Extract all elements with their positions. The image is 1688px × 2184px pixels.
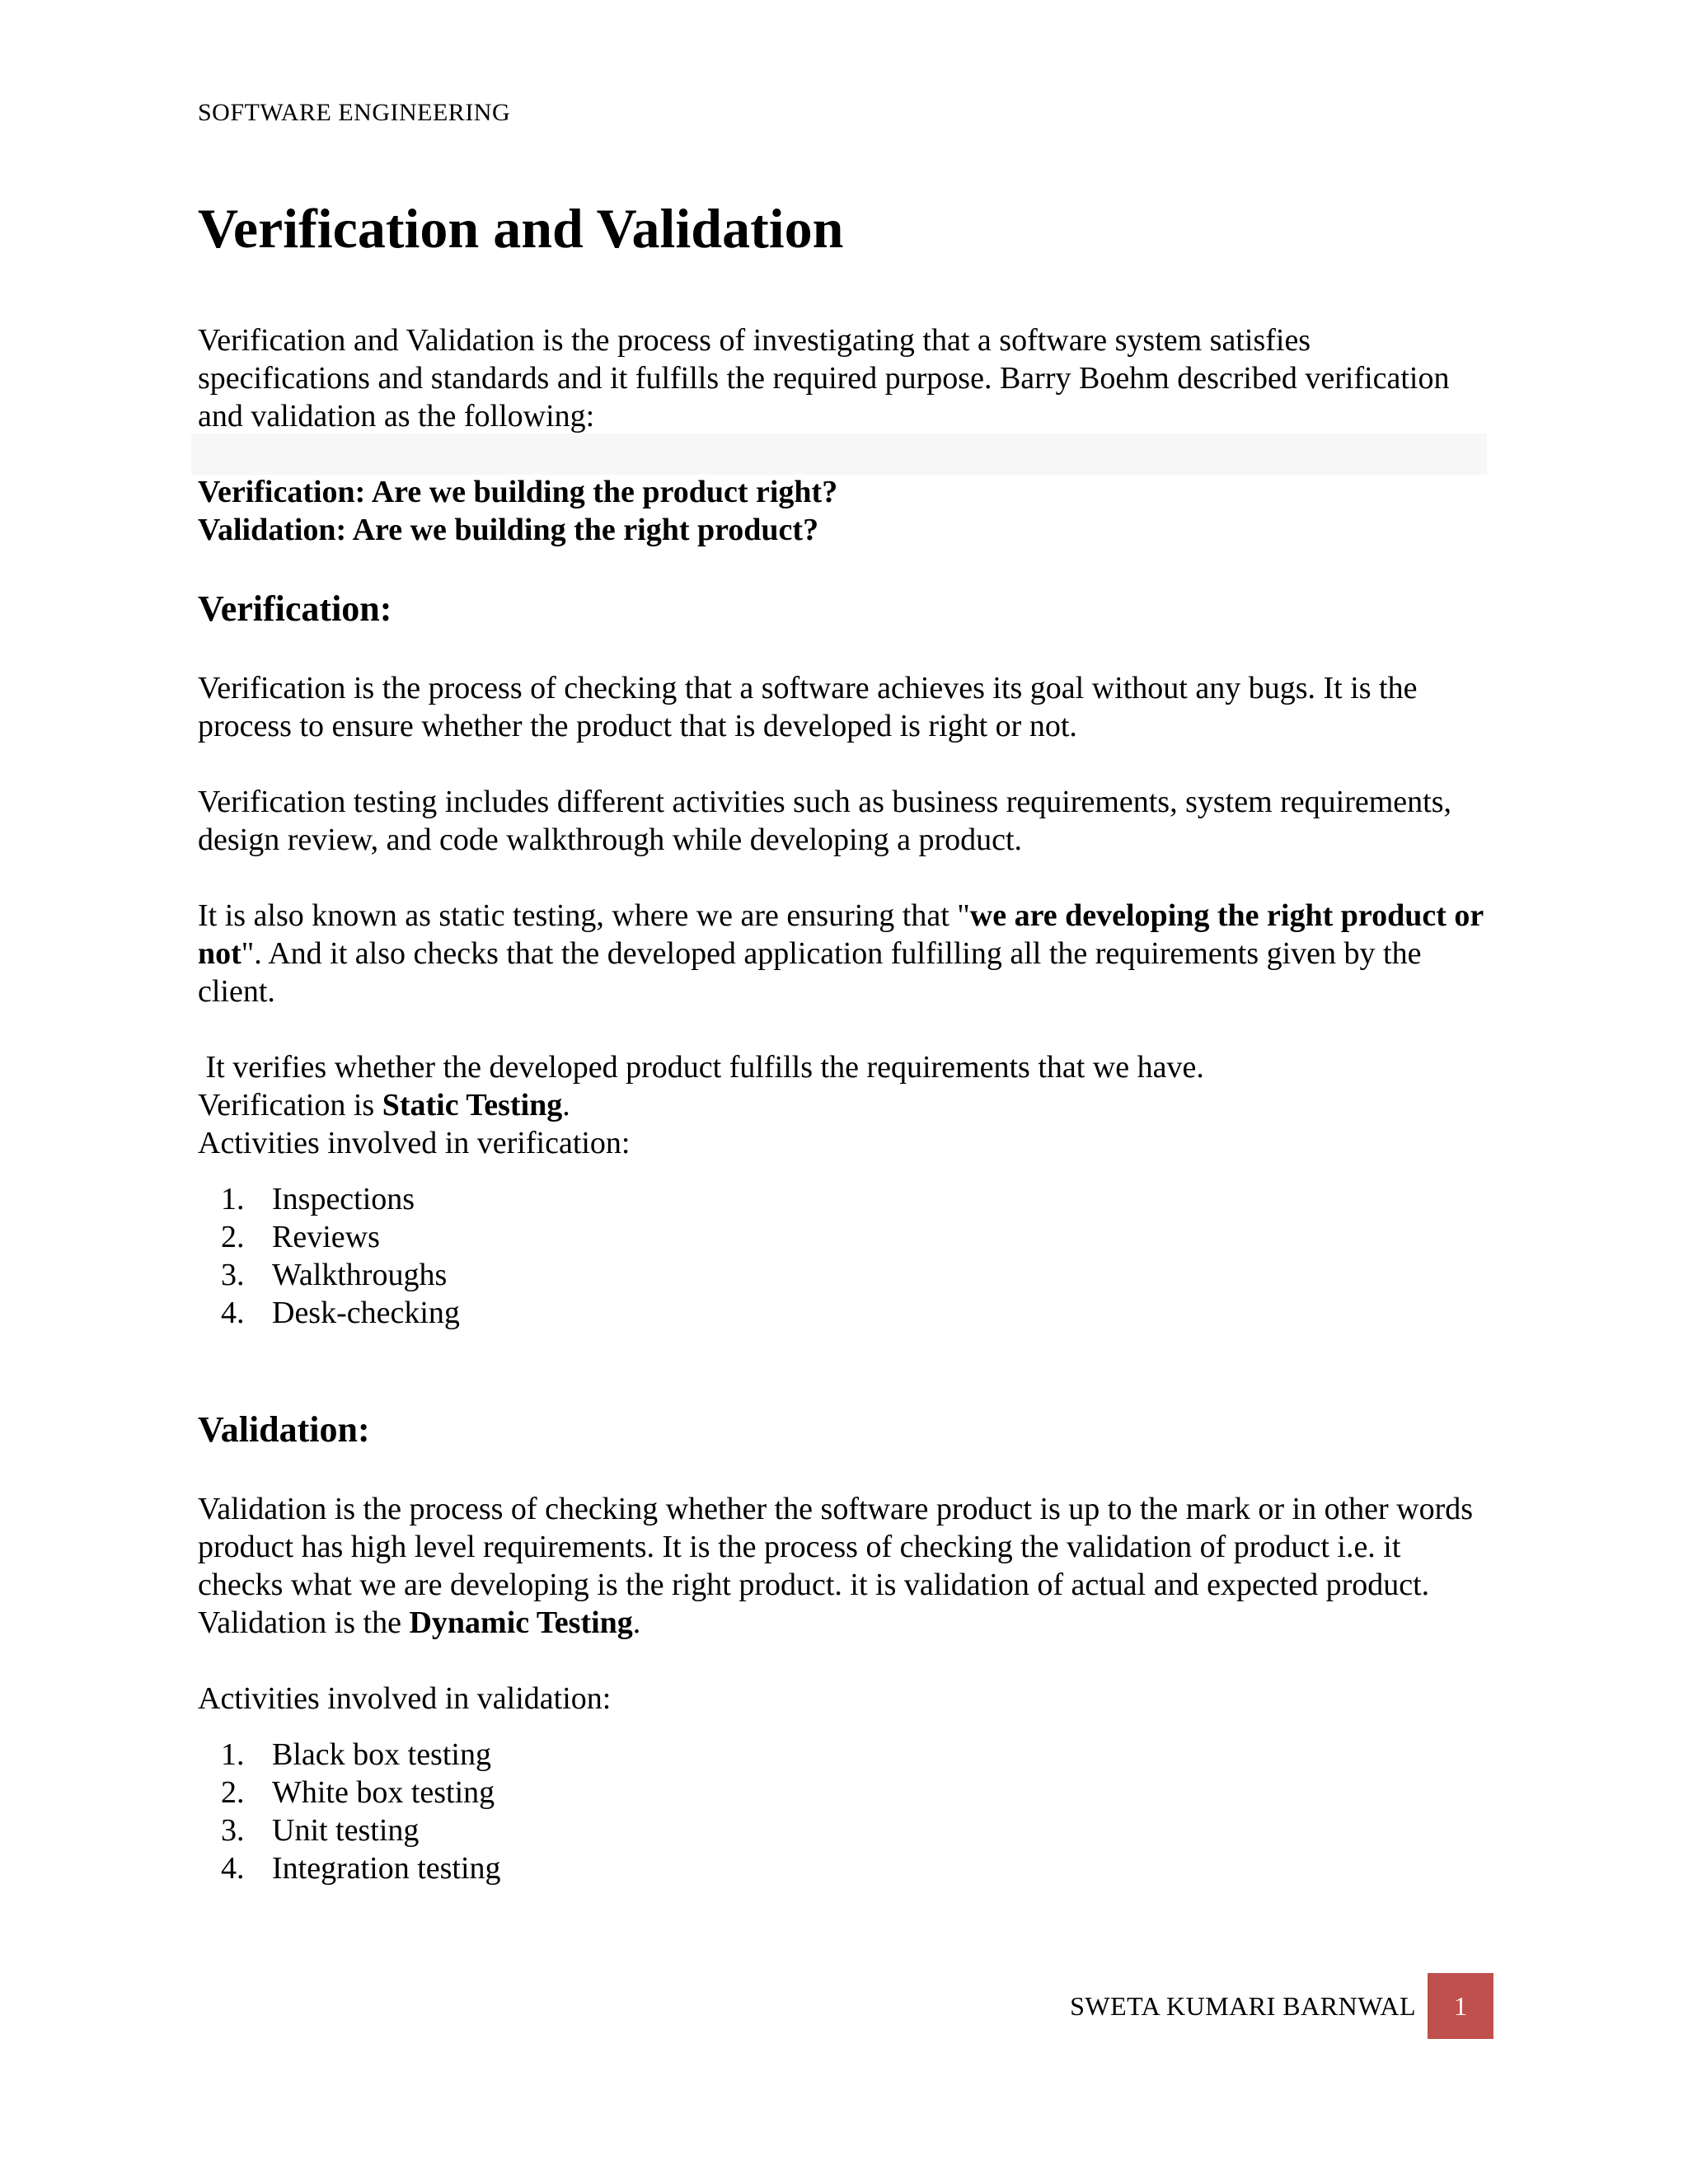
list-item-label: Desk-checking xyxy=(272,1296,460,1330)
list-number: 2. xyxy=(221,1775,245,1810)
validation-heading: Validation: xyxy=(198,1409,370,1450)
list-item xyxy=(198,1180,1484,1218)
verification-question: Verification: Are we building the product right? xyxy=(198,475,838,509)
list-item-label: White box testing xyxy=(272,1775,495,1810)
verification-paragraph-3 xyxy=(198,897,1484,1010)
verification-activities-list xyxy=(198,1180,1484,1332)
list-item-label: Walkthroughs xyxy=(272,1258,448,1292)
validation-activities-list xyxy=(198,1736,1484,1887)
static-testing-emphasis: we are developing the right product or not xyxy=(198,898,1484,971)
validation-dynamic-line xyxy=(198,1604,1484,1642)
validation-question: Validation: Are we building the right product? xyxy=(198,513,819,547)
page-title: Verification and Validation xyxy=(198,197,844,260)
verification-paragraph-4: It verifies whether the developed product fulfills the requirements that we have. xyxy=(198,1050,1204,1085)
static-line-pre: Verification is xyxy=(198,1088,382,1122)
verification-paragraph-2: Verification testing includes different activities such as business requirements, system requirements, design review, and code walkthrough while developing a product. xyxy=(198,785,1452,857)
list-number: 3. xyxy=(221,1258,245,1292)
verification-static-line xyxy=(198,1086,1484,1124)
list-item xyxy=(198,1736,1484,1774)
list-item-label: Unit testing xyxy=(272,1813,420,1848)
list-item xyxy=(198,1256,1484,1294)
static-testing-label: Static Testing xyxy=(382,1088,563,1122)
list-number: 2. xyxy=(221,1220,245,1254)
dynamic-line-pre: Validation is the xyxy=(198,1605,410,1640)
page-number-badge: 1 xyxy=(1428,1973,1493,2039)
list-item-label: Black box testing xyxy=(272,1737,491,1772)
list-item xyxy=(198,1294,1484,1332)
list-number: 3. xyxy=(221,1813,245,1848)
list-item xyxy=(198,1811,1484,1849)
list-item-label: Integration testing xyxy=(272,1851,501,1886)
list-number: 1. xyxy=(221,1737,245,1772)
footer-author: SWETA KUMARI BARNWAL xyxy=(1070,1991,1416,2021)
static-testing-text-pre: It is also known as static testing, where we are ensuring that " xyxy=(198,898,970,933)
list-item-label: Inspections xyxy=(272,1182,415,1216)
list-item xyxy=(198,1774,1484,1811)
dynamic-testing-label: Dynamic Testing xyxy=(409,1605,633,1640)
validation-activities-label: Activities involved in validation: xyxy=(198,1681,612,1716)
verification-paragraph-1: Verification is the process of checking that a software achieves its goal without any bugs. It is the process to ensure whether the product that is developed is right or not. xyxy=(198,671,1418,743)
document-body xyxy=(198,321,1484,1887)
list-number: 1. xyxy=(221,1182,245,1216)
list-item xyxy=(198,1218,1484,1256)
list-number: 4. xyxy=(221,1296,245,1330)
verification-activities-label: Activities involved in verification: xyxy=(198,1126,631,1160)
list-number: 4. xyxy=(221,1851,245,1886)
verification-heading: Verification: xyxy=(198,588,392,629)
static-line-post: . xyxy=(562,1088,570,1122)
intro-paragraph: Verification and Validation is the process of investigating that a software system satisfies specifications and standards and it fulfills the required purpose. Barry Boehm described verification and validation as the following: xyxy=(198,323,1450,434)
validation-paragraph-1: Validation is the process of checking whether the software product is up to the mark or in other words product has high level requirements. It is the process of checking the validation of product i.e. it checks what we are developing is the right product. it is validation of actual and expected product. xyxy=(198,1492,1474,1602)
list-item-label: Reviews xyxy=(272,1220,380,1254)
list-item xyxy=(198,1849,1484,1887)
running-header: SOFTWARE ENGINEERING xyxy=(198,99,511,126)
static-testing-text-post: ". And it also checks that the developed application fulfilling all the requirements given by the client. xyxy=(198,936,1422,1009)
dynamic-line-post: . xyxy=(632,1605,641,1640)
